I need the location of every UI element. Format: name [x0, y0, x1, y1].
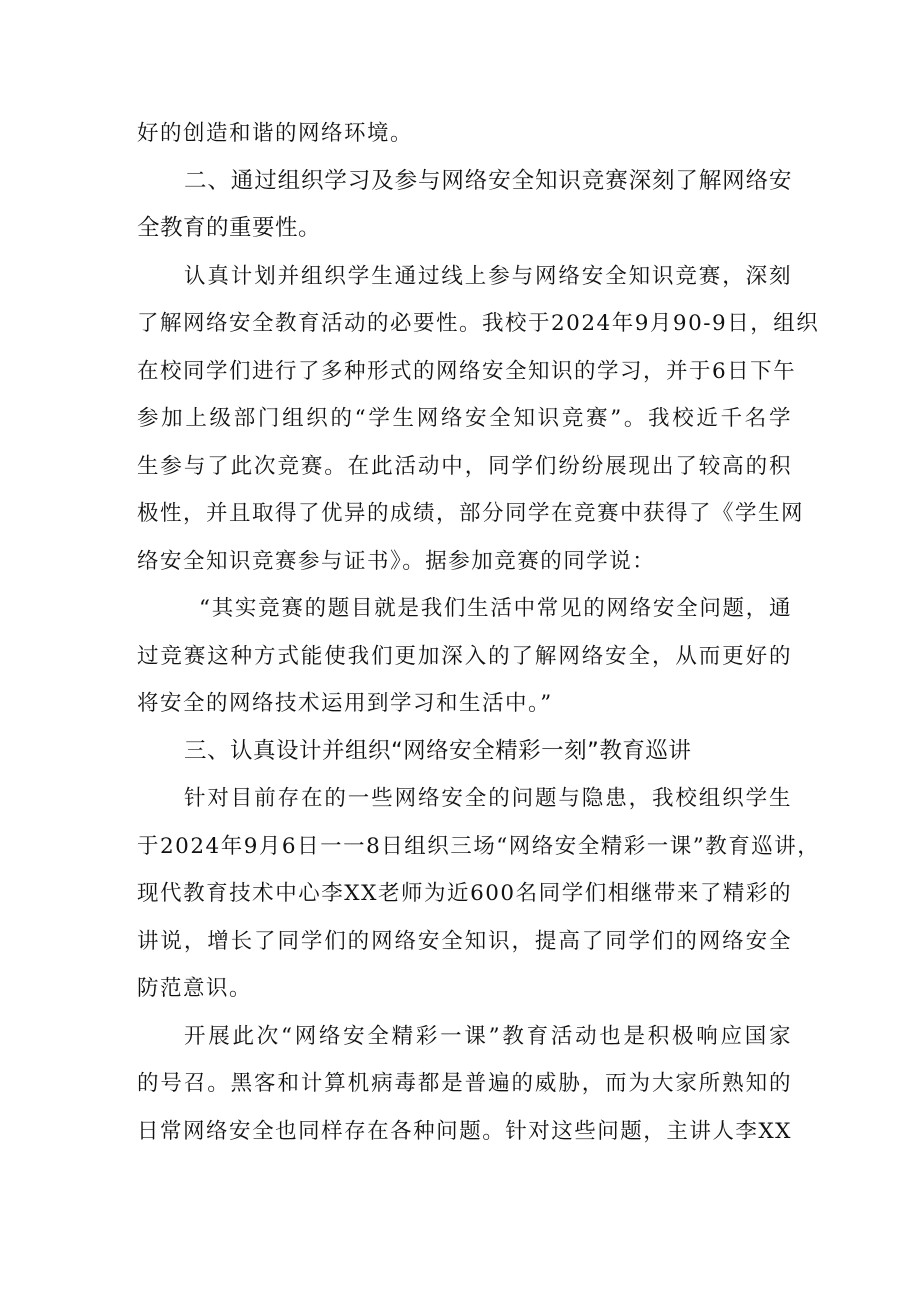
quote-line: 将安全的网络技术运用到学习和生活中。” — [137, 691, 553, 716]
paragraph-line: 针对目前存在的一些网络安全的问题与隐患，我校组织学生 — [184, 786, 792, 811]
section-heading-2: 二、通过组织学习及参与网络安全知识竞赛深刻了解网络安 — [184, 167, 792, 194]
paragraph-line: 在校同学们进行了多种形式的网络安全知识的学习，并于6日下午 — [137, 358, 797, 384]
quote-line: 过竞赛这种方式能使我们更加深入的了解网络安全，从而更好的 — [137, 643, 792, 669]
document-page — [137, 110, 821, 1155]
paragraph-line: 认真计划并组织学生通过线上参与网络安全知识竞赛，深刻 — [184, 263, 792, 289]
paragraph-line: 开展此次“网络安全精彩一课”教育活动也是积极响应国家 — [184, 1023, 792, 1049]
paragraph-line: 讲说，增长了同学们的网络安全知识，提高了同学们的网络安全 — [137, 928, 792, 954]
section-heading-3: 三、认真设计并组织“网络安全精彩一刻”教育巡讲 — [184, 737, 692, 764]
paragraph-line: 生参与了此次竞赛。在此活动中，同学们纷纷展现出了较高的积 — [137, 453, 792, 479]
paragraph-line: 了解网络安全教育活动的必要性。我校于2024年9月90-9日，组织 — [137, 311, 820, 336]
paragraph-line: 防范意识。 — [137, 976, 253, 1001]
paragraph-line: 于2024年9月6日一一8日组织三场“网络安全精彩一课”教育巡讲， — [137, 833, 821, 859]
paragraph-line: 好的创造和谐的网络环境。 — [137, 121, 414, 146]
paragraph-line: 络安全知识竞赛参与证书》。据参加竞赛的同学说： — [137, 548, 656, 574]
paragraph-line: 的号召。黑客和计算机病毒都是普遍的威胁，而为大家所熟知的 — [137, 1071, 792, 1096]
paragraph-line: 现代教育技术中心李XX老师为近600名同学们相继带来了精彩的 — [137, 881, 792, 906]
quote-line: “其实竞赛的题目就是我们生活中常见的网络安全问题，通 — [199, 596, 792, 621]
paragraph-line: 参加上级部门组织的“学生网络安全知识竞赛”。我校近千名学 — [137, 406, 792, 431]
paragraph-line: 日常网络安全也同样存在各种问题。针对这些问题，主讲人李XX — [137, 1118, 792, 1144]
paragraph-line: 极性，并且取得了优异的成绩，部分同学在竞赛中获得了《学生网 — [137, 501, 805, 526]
section-heading-2-continued: 全教育的重要性。 — [137, 215, 322, 241]
